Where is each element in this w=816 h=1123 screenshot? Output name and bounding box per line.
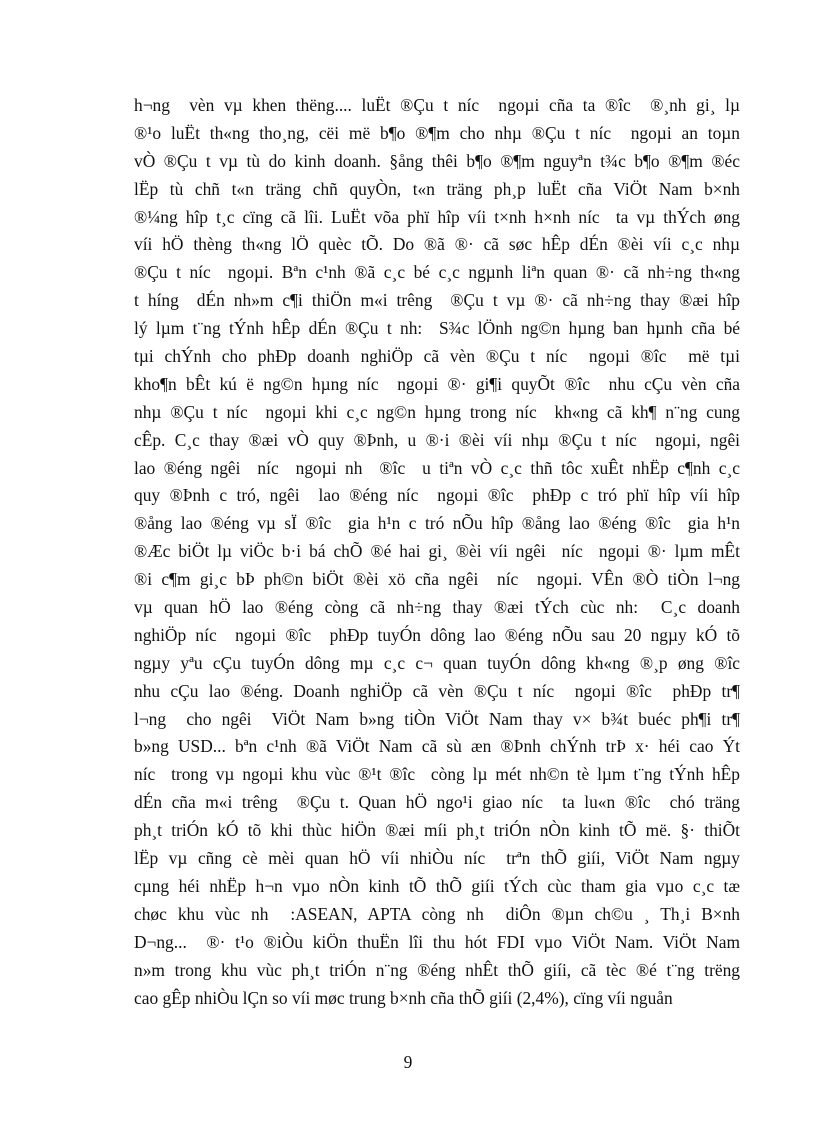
text-line: n»m trong khu vùc ph¸t triÓn n¨ng ®éng nhÊt thÕ giíi, cã tèc ®é t¨ng trëng bbox=[134, 959, 740, 980]
body-text bbox=[134, 92, 740, 1012]
text-line: ®¹o luËt th«ng tho¸ng, cëi më b¶o ®¶m cho nhµ ®Çu t níc ngoµi an toµn bbox=[134, 122, 740, 143]
text-line: vµ quan hÖ lao ®éng còng cã nh÷ng thay ®æi tÝch cùc nh: C¸c doanh bbox=[134, 597, 740, 618]
text-line: nhu cÇu lao ®éng. Doanh nghiÖp cã vèn ®Çu t níc ngoµi ®îc phÐp tr¶ bbox=[134, 680, 740, 701]
text-line: ®Æc biÖt lµ viÖc b·i bá chÕ ®é hai gi¸ ®èi víi ngêi níc ngoµi ®· lµm mÊt bbox=[134, 541, 740, 562]
text-line: ®Çu t níc ngoµi. Bªn c¹nh ®ã c¸c bé c¸c ngµnh liªn quan ®· cã nh÷ng th«ng bbox=[134, 262, 740, 283]
text-line: quy ®Þnh c tró, ngêi lao ®éng níc ngoµi ®îc phÐp c tró phï hîp víi hîp bbox=[134, 485, 740, 506]
text-line: ph¸t triÓn kÓ tõ khi thùc hiÖn ®æi míi ph¸t triÓn nÒn kinh tÕ më. §· thiÕt bbox=[134, 820, 740, 841]
text-line: cµng héi nhËp h¬n vµo nÒn kinh tÕ thÕ giíi tÝch cùc tham gia vµo c¸c tæ bbox=[134, 875, 740, 896]
text-line: cÊp. C¸c thay ®æi vÒ quy ®Þnh, u ®·i ®èi víi nhµ ®Çu t níc ngoµi, ngêi bbox=[134, 429, 740, 450]
text-line: ®i c¶m gi¸c bÞ ph©n biÖt ®èi xö cña ngêi níc ngoµi. VÊn ®Ò tiÒn l¬ng bbox=[134, 569, 740, 590]
text-line: h¬ng vèn vµ khen thëng.... luËt ®Çu t níc ngoµi cña ta ®îc ®¸nh gi¸ lµ bbox=[134, 95, 740, 115]
text-line: ®ång lao ®éng vµ sÏ ®îc gia h¹n c tró nÕu hîp ®ång lao ®éng ®îc gia h¹n bbox=[134, 513, 740, 534]
text-line: lËp tù chñ t«n träng chñ quyÒn, t«n träng ph¸p luËt cña ViÖt Nam b×nh bbox=[134, 178, 740, 199]
text-line: lý lµm t¨ng tÝnh hÊp dÉn ®Çu t nh: S¾c lÖnh ng©n hµng ban hµnh cña bé bbox=[134, 318, 740, 339]
text-line: nhµ ®Çu t níc ngoµi khi c¸c ng©n hµng trong níc kh«ng cã kh¶ n¨ng cung bbox=[134, 401, 740, 422]
page-number: 9 bbox=[403, 1052, 413, 1072]
text-line: vÒ ®Çu t vµ tù do kinh doanh. §ång thêi b¶o ®¶m nguyªn t¾c b¶o ®¶m ®éc bbox=[134, 150, 740, 171]
text-line: nghiÖp níc ngoµi ®îc phÐp tuyÓn dông lao ®éng nÕu sau 20 ngµy kÓ tõ bbox=[134, 624, 740, 645]
text-line: t híng dÉn nh»m c¶i thiÖn m«i trêng ®Çu t vµ ®· cã nh÷ng thay ®æi hîp bbox=[134, 290, 740, 311]
text-line: níc trong vµ ngoµi khu vùc ®¹t ®îc còng lµ mét nh©n tè lµm t¨ng tÝnh hÊp bbox=[134, 764, 740, 785]
text-line: b»ng USD... bªn c¹nh ®ã ViÖt Nam cã sù æn ®Þnh chÝnh trÞ x· héi cao Ýt bbox=[134, 736, 740, 757]
text-line: víi hÖ thèng th«ng lÖ quèc tÕ. Do ®ã ®· cã søc hÊp dÉn ®èi víi c¸c nhµ bbox=[134, 234, 740, 255]
text-line: lËp vµ cñng cè mèi quan hÖ víi nhiÒu níc trªn thÕ giíi, ViÖt Nam ngµy bbox=[134, 848, 740, 869]
text-line: l¬ng cho ngêi ViÖt Nam b»ng tiÒn ViÖt Nam thay v× b¾t buéc ph¶i tr¶ bbox=[134, 708, 740, 729]
text-line: tµi chÝnh cho phÐp doanh nghiÖp cã vèn ®Çu t níc ngoµi ®îc më tµi bbox=[134, 346, 740, 367]
text-line: kho¶n bÊt kú ë ng©n hµng níc ngoµi ®· gi¶i quyÕt ®îc nhu cÇu vèn cña bbox=[134, 373, 740, 394]
text-line: chøc khu vùc nh :ASEAN, APTA còng nh diÔn ®µn ch©u ¸ Th¸i B×nh bbox=[134, 903, 740, 924]
text-line: D¬ng... ®· t¹o ®iÒu kiÖn thuËn lîi thu hót FDI vµo ViÖt Nam. ViÖt Nam bbox=[134, 931, 740, 952]
text-line: dÉn cña m«i trêng ®Çu t. Quan hÖ ngo¹i giao níc ta lu«n ®îc chó träng bbox=[134, 792, 740, 813]
text-line: cao gÊp nhiÒu lÇn so víi møc trung b×nh cña thÕ giíi (2,4%), cïng víi nguån bbox=[134, 987, 673, 1008]
text-line: lao ®éng ngêi níc ngoµi nh ®îc u tiªn vÒ c¸c thñ tôc xuÊt nhËp c¶nh c¸c bbox=[134, 457, 740, 478]
text-line: ®¼ng hîp t¸c cïng cã lîi. LuËt võa phï hîp víi t×nh h×nh níc ta vµ thÝch øng bbox=[134, 206, 740, 227]
text-line: ngµy yªu cÇu tuyÓn dông mµ c¸c c¬ quan tuyÓn dông kh«ng ®¸p øng ®îc bbox=[134, 652, 740, 673]
